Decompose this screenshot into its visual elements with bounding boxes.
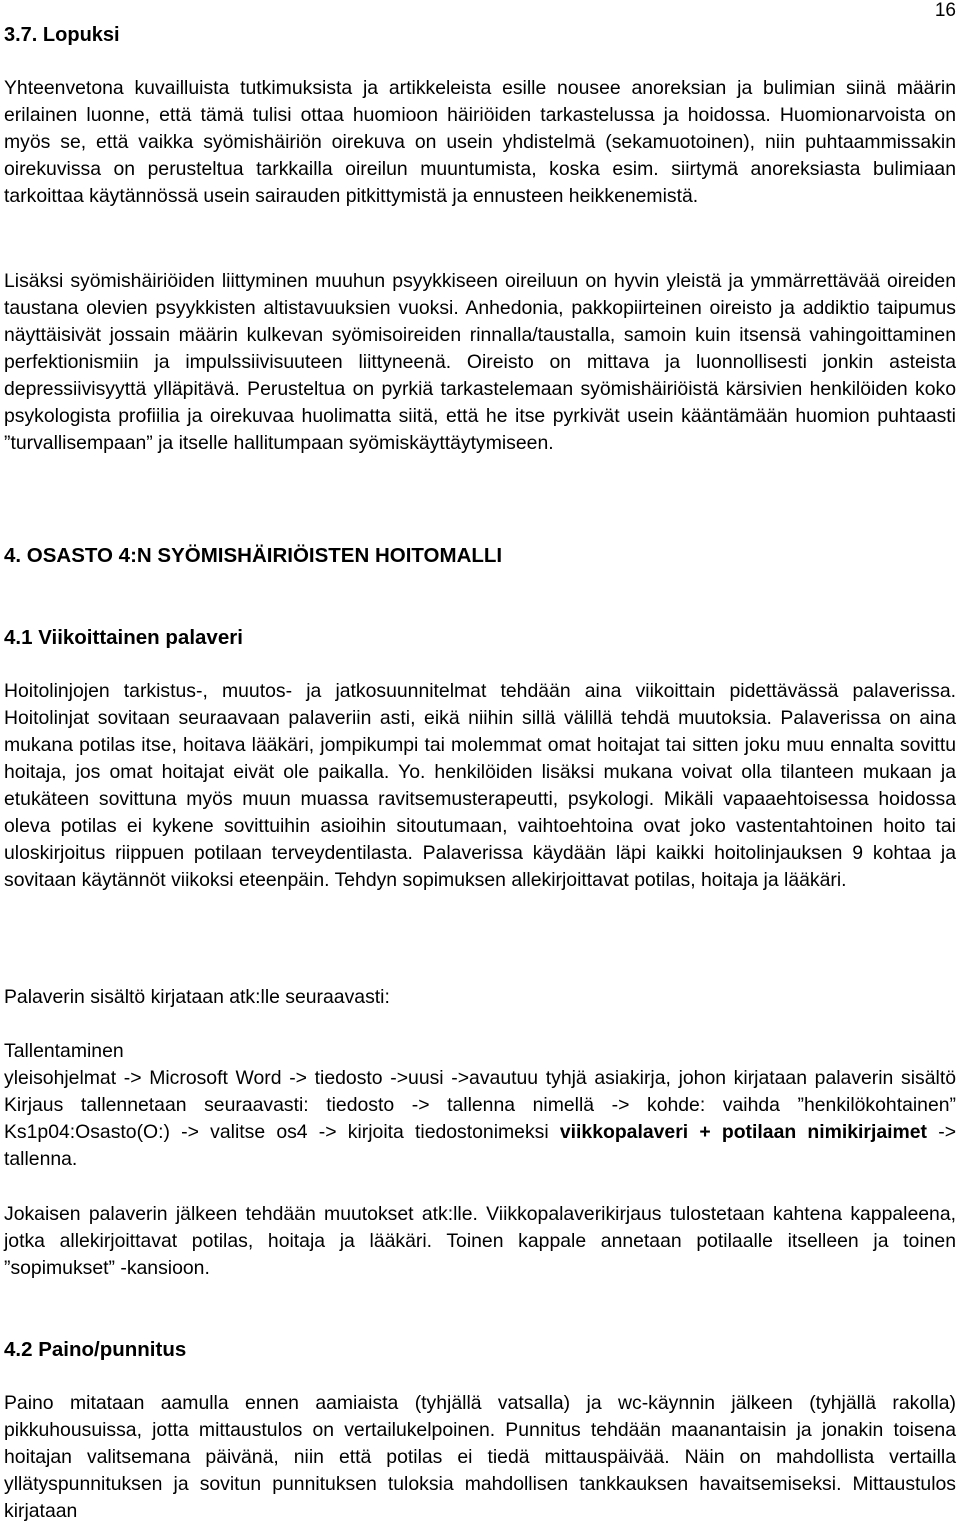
subsection-heading-4-2: 4.2 Paino/punnitus (4, 1338, 187, 1361)
saving-label: Tallentaminen (4, 1040, 124, 1062)
intro-paragraph-1: Yhteenvetona kuvailluista tutkimuksista ja artikkeleista esille nousee anoreksian ja bulimian siinä määrin erilainen luonne, että tämä tulisi ottaa huomioon häiriöiden tarkastelussa ja hoidossa. Huomionarvoista on myös se, että vaikka syömishäiriön oirekuva on usein yhdistelmä (sekamuotoinen), niin puhtaammissakin oirekuvissa on perusteltua tarkkailla oireilun muuntumista, koska esim. siirtymä anoreksiasta bulimiaan tarkoittaa käytännössä usein sairauden pitkittymistä ja ennusteen heikkenemistä. (4, 77, 956, 207)
saving-filename: viikkopalaveri + potilaan nimikirjaimet (559, 1121, 928, 1143)
after-meeting-paragraph: Jokaisen palaverin jälkeen tehdään muutokset atk:lle. Viikkopalaverikirjaus tulostetaan kahtena kappaleena, jotka allekirjoittavat potilas, hoitaja ja lääkäri. Toinen kappale annetaan potilaalle itselleen ja toinen ”sopimukset” -kansioon. (4, 1203, 956, 1279)
saving-text-end: -> tallenna. (4, 1121, 957, 1170)
subsection-4-1-paragraph: Hoitolinjojen tarkistus-, muutos- ja jatkosuunnitelmat tehdään aina viikoittain pidettävässä palaverissa. Hoitolinjat sovitaan seuraavaan palaveriin asti, eikä niihin sillä välillä tehdä muutoksia. Palaverissa on aina mukana potilas itse, hoitava lääkäri, jompikumpi tai molemmat omat hoitajat tai sitten joku muu ennalta sovittu hoitaja, jos omat hoitajat eivät ole paikalla. Yo. henkilöiden lisäksi mukana voivat olla tilanteen mukaan ja etukäteen sovittuna myös muun muassa ravitsemusterapeutti, psykologi. Mikäli vapaaehtoisessa hoidossa oleva potilas ei kykene sovittuihin asioihin sitoutumaan, vaihtoehtoina ovat joko vastentahtoinen hoito tai uloskirjoitus riippuen potilaan terveydentilasta. Palaverissa käydään läpi kaikki hoitolinjauksen 9 kohtaa ja sovitaan käytännöt viikoksi eteenpäin. Tehdyn sopimuksen allekirjoittavat potilas, hoitaja ja lääkäri. (4, 680, 956, 891)
intro-paragraph-2: Lisäksi syömishäiriöiden liittyminen muuhun psyykkiseen oireiluun on hyvin yleistä ja ymmärrettävää oireiden taustana olevien psyykkisten altistavuuksien vuoksi. Anhedonia, pakkopiirteinen oireisto ja addiktio taipumus näyttäisivät jossain määrin kulkevan syömisoireiden rinnalla/taustalla, samoin kuin itsensä vahingoittaminen perfektionismiin ja impulssiivisuuteen liittyneenä. Oireisto on mittava ja luonnollisesti jonkin asteista depressiivisyyttä ylläpitävä. Perusteltua on pyrkiä tarkastelemaan syömishäiriöistä kärsivien henkilöiden koko psykologista profiilia ja oirekuvaa huolimatta siitä, että he itse pyrkivät usein kääntämään huomion puhtaasti ”turvallisempaan” ja itselle hallitumpaan syömiskäyttäytymiseen. (4, 270, 956, 454)
section-title: 3.7. Lopuksi (4, 24, 120, 46)
saving-instructions (4, 1065, 956, 1173)
subsection-4-2-paragraph: Paino mitataan aamulla ennen aamiaista (tyhjällä vatsalla) ja wc-käynnin jälkeen (tyhjällä rakolla) pikkuhousuissa, jotta mittaustulos on vertailukelpoinen. Punnitus tehdään maanantaisin ja jonakin toisena hoitajan valitsemana päivänä, niin että potilas ei tiedä mittauspäivää. Näin on mahdollista vertailla yllätyspunnituksen ja sovitun punnituksen tuloksia mahdollisen tankkauksen havaitsemiseksi. Mittaustulos kirjataan (4, 1392, 956, 1522)
page-number: 16 (934, 0, 956, 21)
chapter-heading: 4. OSASTO 4:N SYÖMISHÄIRIÖISTEN HOITOMALLI (4, 544, 503, 567)
subsection-heading-4-1: 4.1 Viikoittainen palaveri (4, 626, 243, 649)
saving-text: yleisohjelmat -> Microsoft Word -> tiedosto ->uusi ->avautuu tyhjä asiakirja, johon kirjataan palaverin sisältö Kirjaus tallennetaan seuraavasti: tiedosto -> tallenna nimellä -> kohde: vaihda ”henkilökohtainen” Ks1p04:Osasto(O:) -> valitse os4 -> kirjoita tiedostonimeksi (4, 1067, 956, 1143)
record-intro: Palaverin sisältö kirjataan atk:lle seuraavasti: (4, 986, 390, 1008)
